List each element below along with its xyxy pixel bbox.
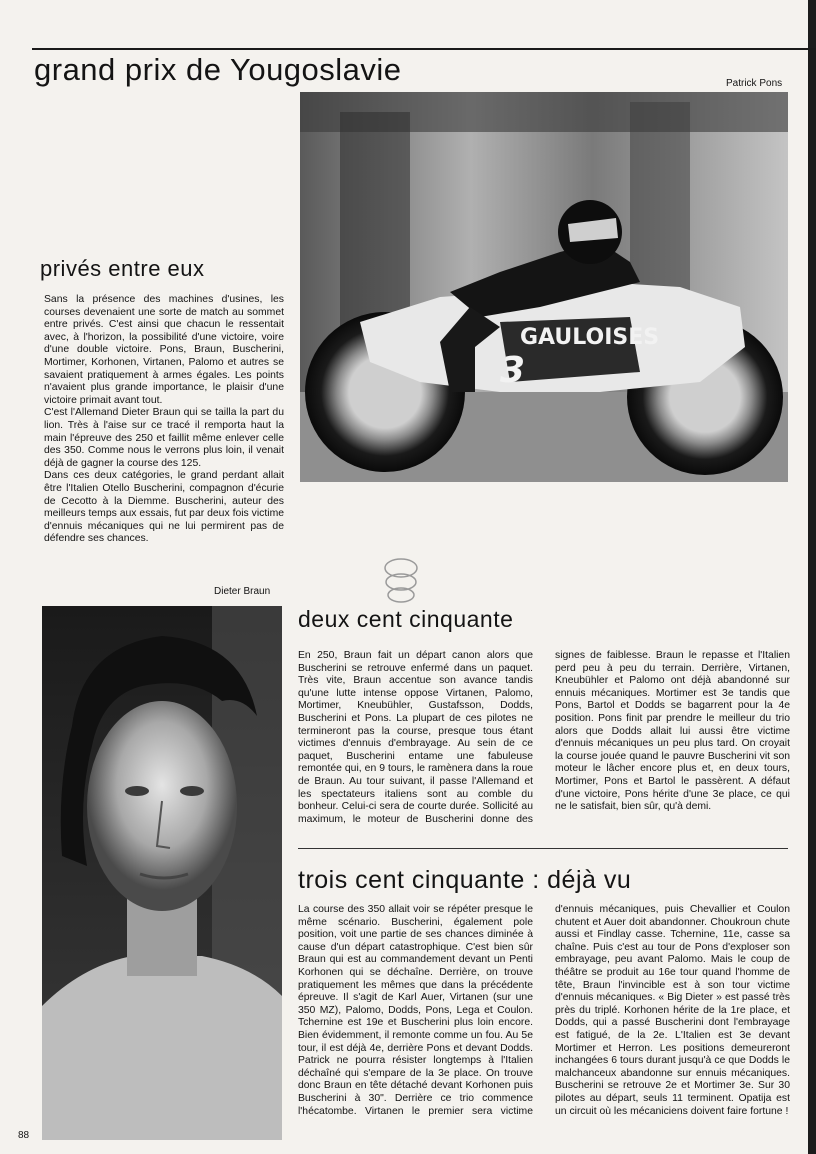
section-body-250: En 250, Braun fait un départ canon alors que Buscherini se retrouve enfermé dans un paquet. Très vite, Braun accentue son avance tandis qu'une lutte intense oppose Virtanen, Palomo, Mortimer, Kneubühler, Gustafsson, Dodds, Buscherini et Pons. La plupart de ces pilotes ne termineront pas la course, presque tous étant victimes d'ennuis d'embrayage. Au sein de ce paquet, Buscherini entame une fabuleuse remontée qui, en 9 tours, le ramènera dans la roue de Braun. Au tour suivant, il passe l'Allemand et les spectateurs italiens sont au comble du bonheur. Celui-ci sera de courte durée. Sollicité au maximum, le moteur de Buscherini donne des signes de faiblesse. Braun le repasse et l'Italien perd peu à peu du terrain. Derrière, Virtanen, Kneubühler et Palomo ont déjà abandonné sur ennuis mécaniques. Mortimer est 3e tandis que Pons, Bartol et Dodds se bagarrent pour la 4e position. Pons finit par prendre le meilleur du trio alors que Dodds allait lui aussi être victime d'ennuis mécaniques un peu plus tard. On croyait la course jouée quand le pauvre Buscherini vit son moteur le lâcher encore plus et, en deux tours, Mortimer, Pons et Bartol le passèrent. A défaut d'une victoire, Pons hérite d'une 3e place, ce qui ne le satisfait, bien sûr, qu'à demi. bbox=[298, 650, 790, 825]
bike-number: 3 bbox=[500, 350, 526, 391]
section-heading-250: deux cent cinquante bbox=[298, 606, 514, 632]
section-body-prives bbox=[44, 294, 284, 546]
fairing-text: GAULOISES bbox=[520, 325, 660, 350]
stamp-watermark-icon bbox=[378, 554, 424, 604]
portrait-image bbox=[42, 606, 282, 1140]
motorcycle-photo bbox=[300, 92, 788, 482]
page-number: 88 bbox=[18, 1130, 30, 1141]
photo-credit-moto: Patrick Pons bbox=[726, 78, 783, 89]
paragraph: C'est l'Allemand Dieter Braun qui se tailla la part du lion. Très à l'aise sur ce tracé il remporta haut la main l'épreuve des 250 et faillit même enlever celle des 350. Comme nous le verrons plus loin, il venait déjà de gagner la course des 125. bbox=[44, 407, 284, 469]
page-edge bbox=[808, 0, 816, 1154]
motorcycle-image bbox=[300, 92, 788, 482]
paragraph: Dans ces deux catégories, le grand perdant allait être l'Italien Otello Buscherini, compagnon d'écurie de Cecotto à la Diemme. Buscherini, auteur des meilleurs temps aux essais, fut par deux fois victime d'ennuis mécaniques qui ne lui permirent pas de défendre ses chances. bbox=[44, 470, 284, 545]
paragraph: Sans la présence des machines d'usines, les courses devenaient une sorte de match au sommet entre privés. C'est ainsi que chacun le ressentait avec, à l'horizon, la possibilité d'une victoire, voire d'une double victoire. Pons, Braun, Buscherini, Mortimer, Korhonen, Virtanen, Palomo et autres se savaient pratiquement à armes égales. Les points n'avaient plus grande importance, le plaisir d'une victoire primait avant tout. bbox=[44, 294, 284, 406]
header-rule bbox=[32, 48, 816, 50]
page-title: grand prix de Yougoslavie bbox=[34, 52, 402, 87]
portrait-photo bbox=[42, 606, 282, 1140]
section-heading-prives: privés entre eux bbox=[40, 256, 205, 281]
section-heading-350: trois cent cinquante : déjà vu bbox=[298, 866, 632, 894]
section-divider bbox=[298, 848, 788, 849]
photo-credit-portrait: Dieter Braun bbox=[214, 586, 271, 597]
section-body-350: La course des 350 allait voir se répéter presque le même scénario. Buscherini, également pole position, voit une partie de ses chances diminée à cause d'un départ catastrophique. C'est bien sûr Braun qui est au commandement devant un Penti Korhonen qui se déchaîne. Derrière, on trouve pratiquement les mêmes que dans la précédente épreuve. Il s'agit de Karl Auer, Virtanen (sur une 350 MZ), Palomo, Dodds, Pons, Lega et Coulon. Tchernine est 19e et Buscherini plus loin encore. Bien évidemment, il remonte comme un fou. Au 5e tour, il est déjà 4e, derrière Pons et devant Dodds. Patrick ne pourra résister longtemps à l'Italien déchaîné qui s'empare de la 3e place. On trouve donc Braun en tête détaché devant Korhonen puis Buscherini à 30". Derrière ce trio commence l'hécatombe. Virtanen le premier sera victime d'ennuis mécaniques, puis Chevallier et Coulon chutent et Auer doit abandonner. Choukroun chute aussi et Findlay casse. Tchernine, 11e, casse sa chaîne. Puis c'est au tour de Pons d'exploser son embrayage, peu avant Palomo. Mais le coup de théâtre se produit au 16e tour quand l'homme de tête, Braun l'invincible est à son tour victime d'ennuis mécaniques. « Big Dieter » est passé très près du triplé. Korhonen hérite de la 1re place, et Dodds, qui a passé Buscherini dont l'embrayage est fatigué, de la 2e. L'Italien est 3e devant Mortimer et Herron. Les positions demeureront inchangées 6 tours durant jusqu'à ce que Dodds le malchanceux abandonne sur ennuis mécaniques. Buscherini se retrouve 2e et Mortimer 3e. Sur 30 pilotes au départ, seuls 11 terminent. Opatija est un circuit où les mécaniciens doivent faire fortune ! bbox=[298, 904, 790, 1117]
